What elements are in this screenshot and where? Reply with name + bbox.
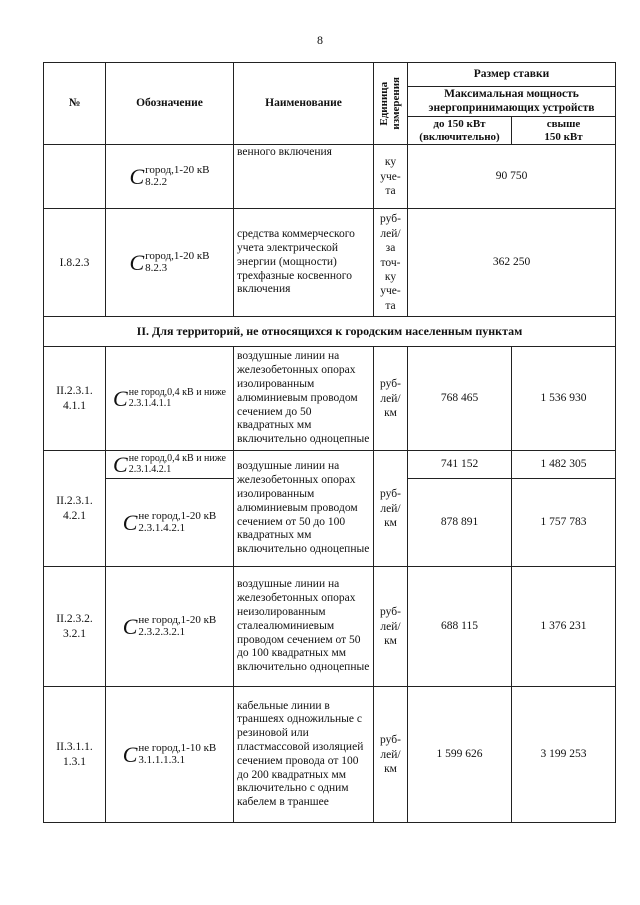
- cell-value-over-150: 3 199 253: [512, 687, 616, 823]
- rates-table: [43, 62, 616, 823]
- unit-line: уче-: [380, 285, 401, 298]
- unit-line: руб-: [380, 378, 401, 391]
- unit-line: ку: [384, 156, 397, 169]
- unit-line: км: [384, 634, 397, 647]
- designation-sub: 3.1.1.1.3.1: [138, 753, 186, 766]
- designation-sup: не город,1-20 кВ: [138, 614, 217, 627]
- cell-value-up-to-150: 768 465: [408, 347, 512, 451]
- unit-line: лей/: [380, 392, 401, 405]
- header-rate-size: Размер ставки: [408, 63, 616, 87]
- table-row: [44, 347, 616, 451]
- header-unit-line2: измерения: [390, 77, 403, 130]
- cell-designation: [106, 145, 234, 209]
- table-row: [44, 145, 616, 209]
- designation-sub: 8.2.3: [145, 261, 168, 274]
- unit-line: уче-: [380, 170, 401, 183]
- unit-line: руб-: [380, 606, 401, 619]
- cell-value-up-to-150: 688 115: [408, 567, 512, 687]
- cell-no: [44, 451, 106, 567]
- cell-name: средства коммерческого учета электрической энергии (мощности) трехфазные косвенного включения: [234, 209, 374, 317]
- cell-designation: [106, 479, 234, 567]
- header-designation: Обозначение: [106, 63, 234, 145]
- cell-value-over-150: 1 376 231: [512, 567, 616, 687]
- designation-sub: 2.3.1.4.1.1: [128, 397, 172, 409]
- no-line2: 1.3.1: [63, 755, 86, 768]
- header-up-to-150-line2: (включительно): [419, 130, 500, 143]
- cell-value-up-to-150: 1 599 626: [408, 687, 512, 823]
- unit-line: км: [384, 406, 397, 419]
- cell-unit: [374, 687, 408, 823]
- header-name: Наименование: [234, 63, 374, 145]
- cell-value-merged: 362 250: [408, 209, 616, 317]
- designation-sup: не город,0,4 кВ и ниже: [128, 387, 226, 399]
- cell-no: I.8.2.3: [44, 209, 106, 317]
- cell-value-over-150: 1 757 783: [512, 479, 616, 567]
- unit-line: точ-: [380, 256, 401, 269]
- cell-value-up-to-150: 741 152: [408, 451, 512, 479]
- designation-sub: 8.2.2: [145, 175, 168, 188]
- designation-sup: город,1-20 кВ: [145, 250, 210, 263]
- cell-no: [44, 567, 106, 687]
- header-over-150-line1: свыше: [546, 118, 581, 130]
- header-over-150: [512, 117, 616, 145]
- no-line1: II.2.3.1.: [56, 495, 93, 508]
- unit-line: лей/: [380, 748, 401, 761]
- section-title: II. Для территорий, не относящихся к городским населенным пунктам: [44, 317, 616, 347]
- designation-c-symbol: C: [122, 741, 138, 767]
- unit-line: руб-: [380, 213, 401, 226]
- designation-c-symbol: C: [129, 249, 145, 275]
- table-row: [44, 687, 616, 823]
- cell-unit: [374, 451, 408, 567]
- unit-line: км: [384, 762, 397, 775]
- table-row: [44, 451, 616, 479]
- cell-name: воздушные линии на железобетонных опорах изолированным алюминиевым проводом сечением от 50 до 100 квадратных мм включительно одноцепные: [234, 451, 374, 567]
- unit-line: ку: [384, 270, 397, 283]
- cell-no: [44, 347, 106, 451]
- cell-designation: [106, 567, 234, 687]
- header-over-150-line2: 150 кВт: [544, 130, 583, 143]
- header-unit-line1: Единица: [378, 81, 391, 126]
- cell-value-merged: 90 750: [408, 145, 616, 209]
- unit-line: км: [384, 516, 397, 529]
- cell-value-up-to-150: 878 891: [408, 479, 512, 567]
- no-line1: II.2.3.2.: [56, 613, 93, 626]
- header-no: №: [44, 63, 106, 145]
- cell-name: кабельные линии в траншеях одножильные с резиновой или пластмассовой изоляцией сечением провода от 100 до 200 квадратных мм включительно с одним кабелем в траншее: [234, 687, 374, 823]
- table-row: [44, 567, 616, 687]
- unit-line: руб-: [380, 488, 401, 501]
- designation-sub: 2.3.2.3.2.1: [138, 625, 186, 638]
- designation-sup: не город,0,4 кВ и ниже: [128, 453, 226, 465]
- designation-sup: не город,1-20 кВ: [138, 510, 217, 523]
- designation-c-symbol: C: [129, 163, 145, 189]
- unit-line: та: [385, 184, 396, 197]
- unit-line: лей/: [380, 502, 401, 515]
- page-number: 8: [317, 33, 323, 47]
- designation-c-symbol: C: [113, 385, 128, 411]
- cell-value-over-150: 1 482 305: [512, 451, 616, 479]
- designation-sub: 2.3.1.4.2.1: [128, 463, 172, 475]
- header-up-to-150-line1: до 150 кВт: [433, 118, 486, 130]
- unit-line: за: [385, 242, 396, 255]
- designation-sup: не город,1-10 кВ: [138, 742, 217, 755]
- cell-unit: [374, 145, 408, 209]
- cell-name: венного включения: [234, 145, 374, 209]
- unit-line: руб-: [380, 734, 401, 747]
- cell-designation: [106, 687, 234, 823]
- designation-sup: город,1-20 кВ: [145, 164, 210, 177]
- cell-value-over-150: 1 536 930: [512, 347, 616, 451]
- cell-unit: [374, 347, 408, 451]
- no-line2: 3.2.1: [63, 627, 86, 640]
- unit-line: та: [385, 299, 396, 312]
- designation-sub: 2.3.1.4.2.1: [138, 521, 186, 534]
- cell-unit: [374, 209, 408, 317]
- designation-c-symbol: C: [113, 451, 128, 477]
- header-unit: [374, 63, 408, 145]
- cell-no: [44, 145, 106, 209]
- no-line2: 4.2.1: [63, 509, 86, 522]
- header-up-to-150: [408, 117, 512, 145]
- unit-line: лей/: [380, 227, 401, 240]
- no-line1: II.2.3.1.: [56, 385, 93, 398]
- cell-designation: [106, 451, 234, 479]
- header-max-power: Максимальная мощность энергопринимающих устройств: [408, 87, 616, 117]
- designation-c-symbol: C: [122, 509, 138, 535]
- no-line2: 4.1.1: [63, 399, 86, 412]
- unit-line: лей/: [380, 620, 401, 633]
- cell-designation: [106, 209, 234, 317]
- cell-name: воздушные линии на железобетонных опорах неизолированным сталеалюминиевым проводом сечением от 50 до 100 квадратных мм включительно одноцепные: [234, 567, 374, 687]
- table-row: [44, 209, 616, 317]
- cell-unit: [374, 567, 408, 687]
- designation-c-symbol: C: [122, 613, 138, 639]
- cell-designation: [106, 347, 234, 451]
- no-line1: II.3.1.1.: [56, 741, 93, 754]
- cell-name: воздушные линии на железобетонных опорах изолированным алюминиевым проводом сечением до 50 квадратных мм включительно одноцепные: [234, 347, 374, 451]
- cell-no: [44, 687, 106, 823]
